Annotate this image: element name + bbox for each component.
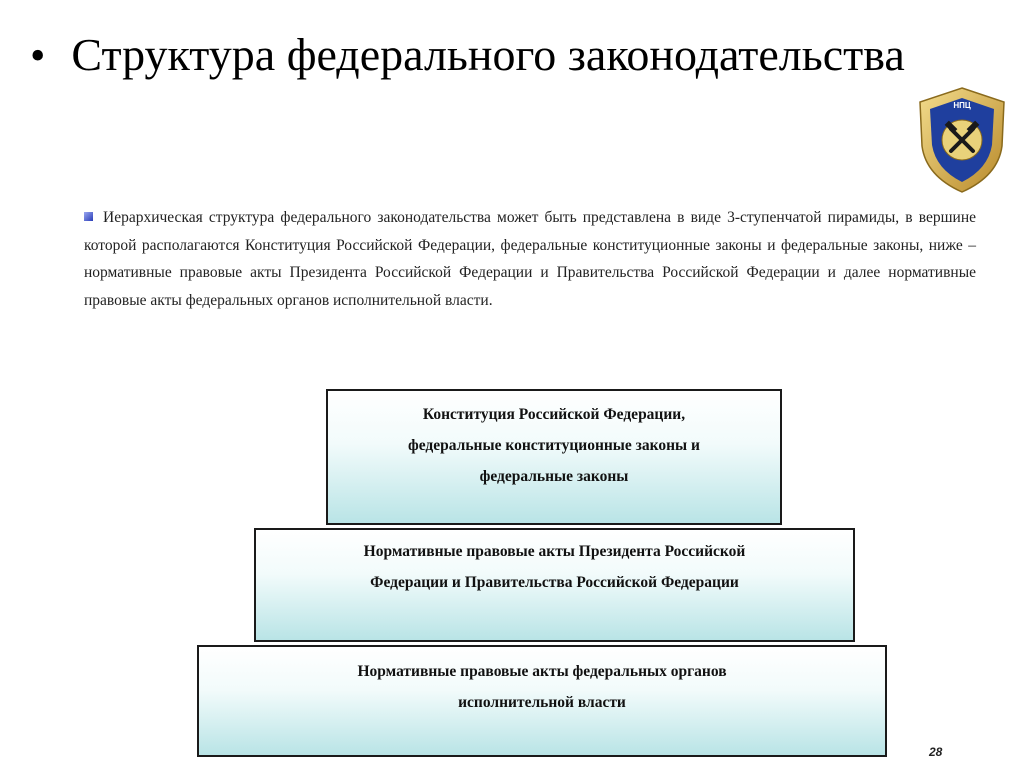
tier-1-line: федеральные конституционные законы и <box>408 437 700 454</box>
emblem-shield-icon <box>914 84 1010 196</box>
tier-3-line: исполнительной власти <box>458 694 626 711</box>
page-number: 28 <box>929 745 943 759</box>
intro-paragraph <box>84 204 976 314</box>
title-bullet: • <box>30 31 46 80</box>
tier-1-line: федеральные законы <box>479 468 629 485</box>
tier-2-line: Федерации и Правительства Российской Федерации <box>370 574 739 591</box>
slide-title-row <box>30 30 905 81</box>
tier-1-line: Конституция Российской Федерации, <box>422 406 686 423</box>
pyramid-tier-1 <box>326 389 782 525</box>
pyramid-tier-3 <box>197 645 887 757</box>
slide-title: Структура федерального законодательства <box>71 29 905 80</box>
intro-text: Иерархическая структура федерального законодательства может быть представлена в виде 3-ступенчатой пирамиды, в вершине которой располагаются Конституция Российской Федерации, федеральные конституционные законы и федеральные законы, ниже – нормативные правовые акты Президента Российской Федерации и Правительства Российской Федерации и далее нормативные правовые акты федеральных органов исполнительной власти. <box>84 209 976 309</box>
emblem-label: НПЦ <box>953 101 971 110</box>
pyramid-tier-2 <box>254 528 855 642</box>
intro-bullet-icon <box>84 212 93 221</box>
tier-2-line: Нормативные правовые акты Президента Российской <box>363 543 746 560</box>
tier-3-line: Нормативные правовые акты федеральных органов <box>357 663 727 680</box>
